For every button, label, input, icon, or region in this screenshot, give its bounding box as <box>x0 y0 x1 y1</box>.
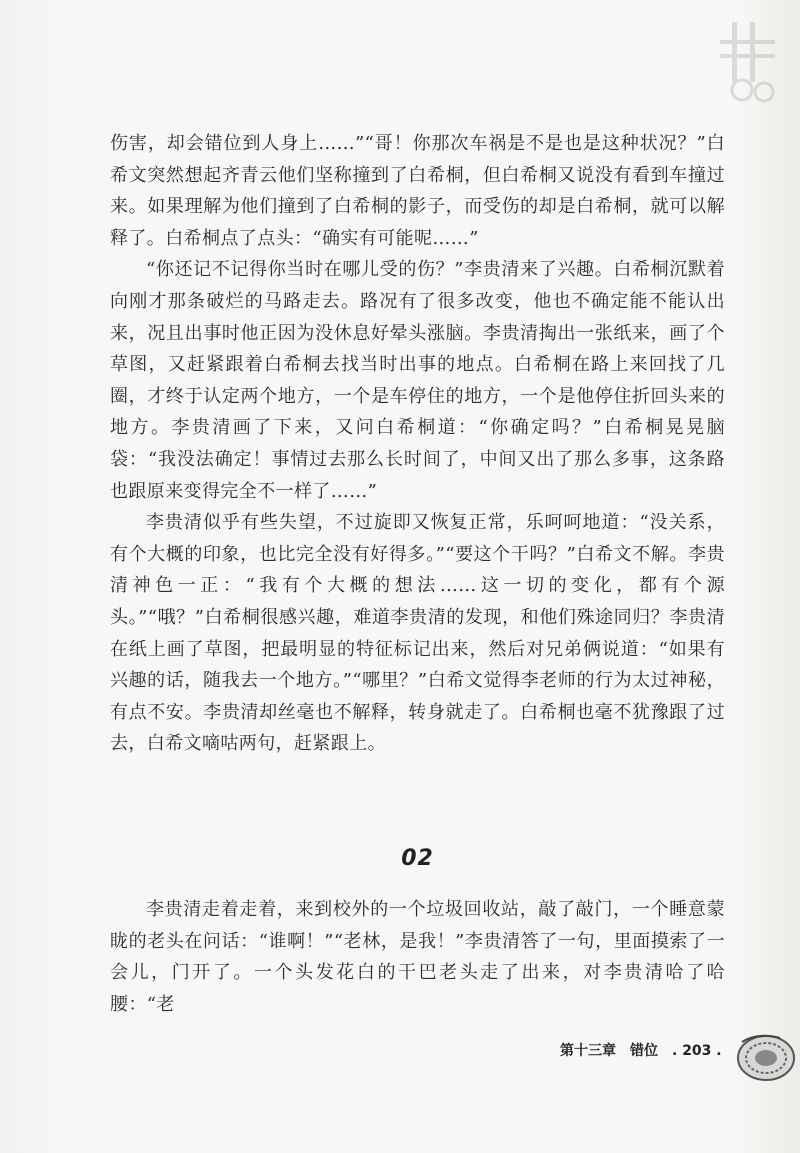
tun-hat-seal-icon <box>728 1022 796 1084</box>
section-number: 02 <box>401 846 434 871</box>
paragraph-2: “你还记不记得你当时在哪儿受的伤？”李贵清来了兴趣。白希桐沉默着向刚才那条破烂的马路走去。路况有了很多改变，他也不确定能不能认出来，况且出事时他正因为没休息好晕头涨脑。李贵清掏出一张纸来，画了个草图，又赶紧跟着白希桐去找当时出事的地点。白希桐在路上来回找了几圈，才终于认定两个地方，一个是车停住的地方，一个是他停住折回头来的地方。李贵清画了下来，又问白希桐道：“你确定吗？”白希桐晃晃脑袋：“我没法确定！事情过去那么长时间了，中间又出了那么多事，这条路也跟原来变得完全不一样了……” <box>110 259 725 502</box>
chapter-label: 第十三章 <box>560 1043 616 1059</box>
chapter-title: 错位 <box>630 1043 658 1059</box>
tun-hat-logo-icon <box>712 20 782 110</box>
paragraph-4: 李贵清走着走着，来到校外的一个垃圾回收站，敲了敲门，一个睡意蒙眬的老头在问话：“谁啊！”“老林，是我！”李贵清答了一句，里面摸索了一会儿，门开了。一个头发花白的干巴老头走了出来，对李贵清哈了哈腰：“老 <box>110 899 725 1015</box>
paragraph-1: 伤害，却会错位到人身上……”“哥！你那次车祸是不是也是这种状况？”白希文突然想起齐青云他们坚称撞到了白希桐，但白希桐又说没有看到车撞过来。如果理解为他们撞到了白希桐的影子，而受伤的却是白希桐，就可以解释了。白希桐点了点头：“确实有可能呢……” <box>110 133 726 249</box>
section-2-text <box>110 894 725 1020</box>
page-footer <box>560 1040 722 1060</box>
page-number: . 203 . <box>672 1043 722 1059</box>
main-text-block <box>110 128 726 1015</box>
paragraph-3: 李贵清似乎有些失望，不过旋即又恢复正常，乐呵呵地道：“没关系，有个大概的印象，也比完全没有好得多。”“要这个干吗？”白希文不解。李贵清神色一正：“我有个大概的想法……这一切的变化，都有个源头。”“哦？”白希桐很感兴趣，难道李贵清的发现，和他们殊途同归？李贵清在纸上画了草图，把最明显的特征标记出来，然后对兄弟俩说道：“如果有兴趣的话，随我去一个地方。”“哪里？”白希文觉得李老师的行为太过神秘，有点不安。李贵清却丝毫也不解释，转身就走了。白希桐也毫不犹豫跟了过去，白希文嘀咕两句，赶紧跟上。 <box>110 512 725 755</box>
